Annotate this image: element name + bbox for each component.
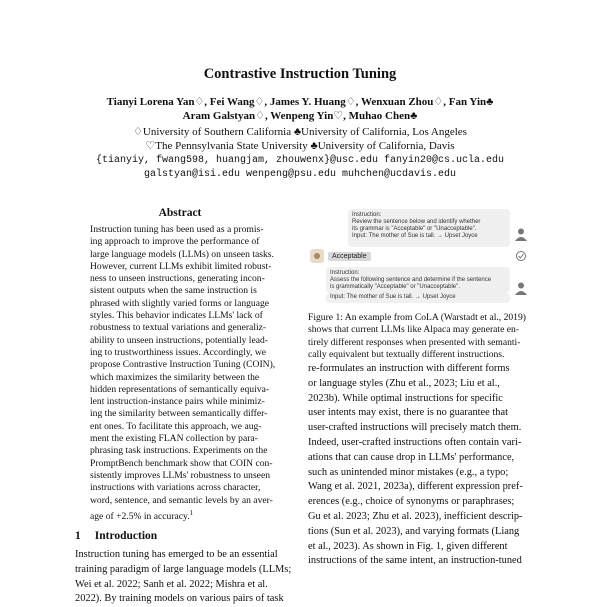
caption-line: shows that current LLMs like Alpaca may generate en- — [308, 324, 519, 336]
figure-1 — [308, 205, 533, 305]
body-line: 2022). By training models on various pairs of task — [75, 593, 284, 605]
section-number: 1 — [75, 530, 81, 542]
author-line-2: Aram Galstyan♢, Wenpeng Yin♡, Muhao Chen♣ — [182, 110, 418, 122]
bubble-text: Assess the following sentence and determine if the sentence — [330, 277, 492, 283]
email-line-1: {tianyiy, fwang598, huangjam, zhouwenx}@usc.edu fanyin20@cs.ucla.edu — [95, 155, 505, 166]
intro-right-column — [308, 362, 533, 569]
abstract-line: hidden representations of semantically equiva- — [90, 383, 270, 395]
user-icon — [514, 281, 528, 295]
bubble-input: Input: The mother of Sue is tall. → Upset Joyce — [352, 233, 478, 239]
bubble-text: is grammatically "Acceptable" or "Unacceptable". — [330, 284, 460, 290]
abstract-line: sistently improves LLMs' robustness to unseen — [90, 469, 270, 481]
bubble-heading: Instruction: — [330, 270, 360, 276]
abstract-line: sistent outputs when the same instruction is — [90, 285, 257, 297]
body-line: Gu et al. 2023; Zhu et al. 2023), inefficient descrip- — [308, 510, 523, 522]
email-line-2: galstyan@isi.edu wenpeng@psu.edu muhchen@ucdavis.edu — [143, 169, 457, 180]
response-acceptable: Acceptable — [328, 252, 371, 261]
body-line: tions (Sun et al. 2023), and varying formats (Liang — [308, 525, 520, 537]
abstract-line: instructions with variations across character, — [90, 482, 261, 494]
abstract-line: robustness to textual variations and generaliz- — [90, 322, 267, 334]
caption-line: Figure 1: An example from CoLA (Warstadt et al., 2019) — [308, 312, 526, 323]
abstract-line: ent ones. To facilitate this approach, we aug- — [90, 420, 262, 432]
abstract-line: age of +2.5% in accuracy.$^1$ — [90, 508, 194, 523]
body-line: ations that can cause drop in LLMs' performance, — [308, 451, 515, 463]
body-line: such as unintended minor mistakes (e.g., a typo; — [308, 466, 509, 478]
abstract-body — [90, 224, 288, 523]
bubble-text: its grammar is "Acceptable" or "Unacceptable". — [352, 226, 477, 232]
paper-title: Contrastive Instruction Tuning — [203, 66, 397, 82]
abstract-line: PromptBench benchmark show that COIN con- — [90, 457, 273, 469]
section-title: Introduction — [94, 530, 158, 542]
abstract-line: word, sentence, and semantic levels by an aver- — [90, 494, 273, 506]
abstract-line: ment the existing FLAN collection by para- — [90, 433, 258, 445]
body-line: Indeed, user-crafted instructions often contain vari- — [308, 436, 522, 448]
alpaca-icon — [310, 249, 324, 263]
abstract-line: lent instruction-instance pairs while minimiz- — [90, 396, 265, 408]
abstract-line: phrasing task instructions. Experiments on the — [90, 445, 268, 457]
abstract-line: large language models (LLMs) on unseen tasks. — [90, 248, 274, 260]
bubble-text: Review the sentence below and identify whether — [352, 219, 481, 225]
abstract-line: ing to trustworthiness issues. Accordingly, we — [90, 346, 267, 358]
user-icon — [514, 227, 528, 241]
affiliation-line-2: ♡The Pennsylvania State University ♣University of California, Davis — [145, 140, 455, 152]
abstract-line: ability to unseen instructions, potentially lead- — [90, 334, 268, 346]
bubble-input: Input: The mother of Sue is tall. → Upset Joyce — [330, 294, 456, 300]
abstract-line: However, current LLMs exhibit limited robust- — [90, 260, 272, 272]
body-line: erences (e.g., choice of synonyms or paraphrases; — [308, 496, 515, 508]
abstract-line: ing approach to improve the performance of — [90, 236, 260, 248]
abstract-line: ing the similarity between semantically differ- — [90, 408, 268, 420]
abstract-line: phrased with slightly varied forms or language — [90, 297, 270, 309]
abstract-line: propose Contrastive Instruction Tuning (COIN), — [90, 359, 276, 371]
abstract-line: which maximizes the similarity between the — [90, 371, 260, 383]
body-line: Instruction tuning has emerged to be an essential — [75, 549, 278, 560]
instruction-bubble-2-input — [326, 293, 510, 303]
body-line: re-formulates an instruction with different forms — [308, 363, 510, 374]
check-icon — [516, 251, 526, 261]
bubble-heading: Instruction: — [352, 212, 382, 218]
abstract-heading: Abstract — [158, 207, 202, 219]
body-line: et al., 2023). As shown in Fig. 1, given different — [308, 540, 508, 552]
body-line: training paradigm of large language models (LLMs; — [75, 563, 292, 575]
footnote-mark[interactable]: 1 — [189, 508, 194, 517]
intro-left-column — [75, 548, 300, 607]
affiliation-line-1: ♢University of Southern California ♣University of California, Los Angeles — [133, 126, 467, 138]
caption-line: tirely different responses when presented with semanti- — [308, 336, 521, 348]
instruction-bubble-2 — [326, 267, 510, 293]
section-heading-introduction — [75, 530, 157, 542]
author-line-1: Tianyi Lorena Yan♢, Fei Wang♢, James Y. Huang♢, Wenxuan Zhou♢, Fan Yin♣ — [106, 96, 494, 108]
body-line: or language styles (Zhu et al., 2023; Liu et al., — [308, 377, 500, 389]
caption-line: cally equivalent but textually different instructions. — [308, 348, 505, 360]
body-line: user intents may exist, there is no guarantee that — [308, 407, 508, 419]
instruction-bubble-1 — [348, 209, 510, 247]
abstract-line: ness to unseen instructions, generating incon- — [90, 273, 265, 285]
body-line: instructions of the same intent, an instruction-tuned — [308, 555, 522, 567]
body-line: Wang et al. 2021, 2023a), different expression pref- — [308, 481, 523, 493]
body-line: 2023b). While optimal instructions for specific — [308, 392, 503, 404]
abstract-line: styles. This behavior indicates LLMs' lack of — [90, 310, 263, 322]
figure-caption — [308, 312, 533, 361]
abstract-line: Instruction tuning has been used as a promis- — [90, 224, 264, 235]
body-line: Wei et al. 2022; Sanh et al. 2022; Mishra et al. — [75, 578, 268, 590]
body-line: user-crafted instructions will precisely match them. — [308, 422, 522, 434]
